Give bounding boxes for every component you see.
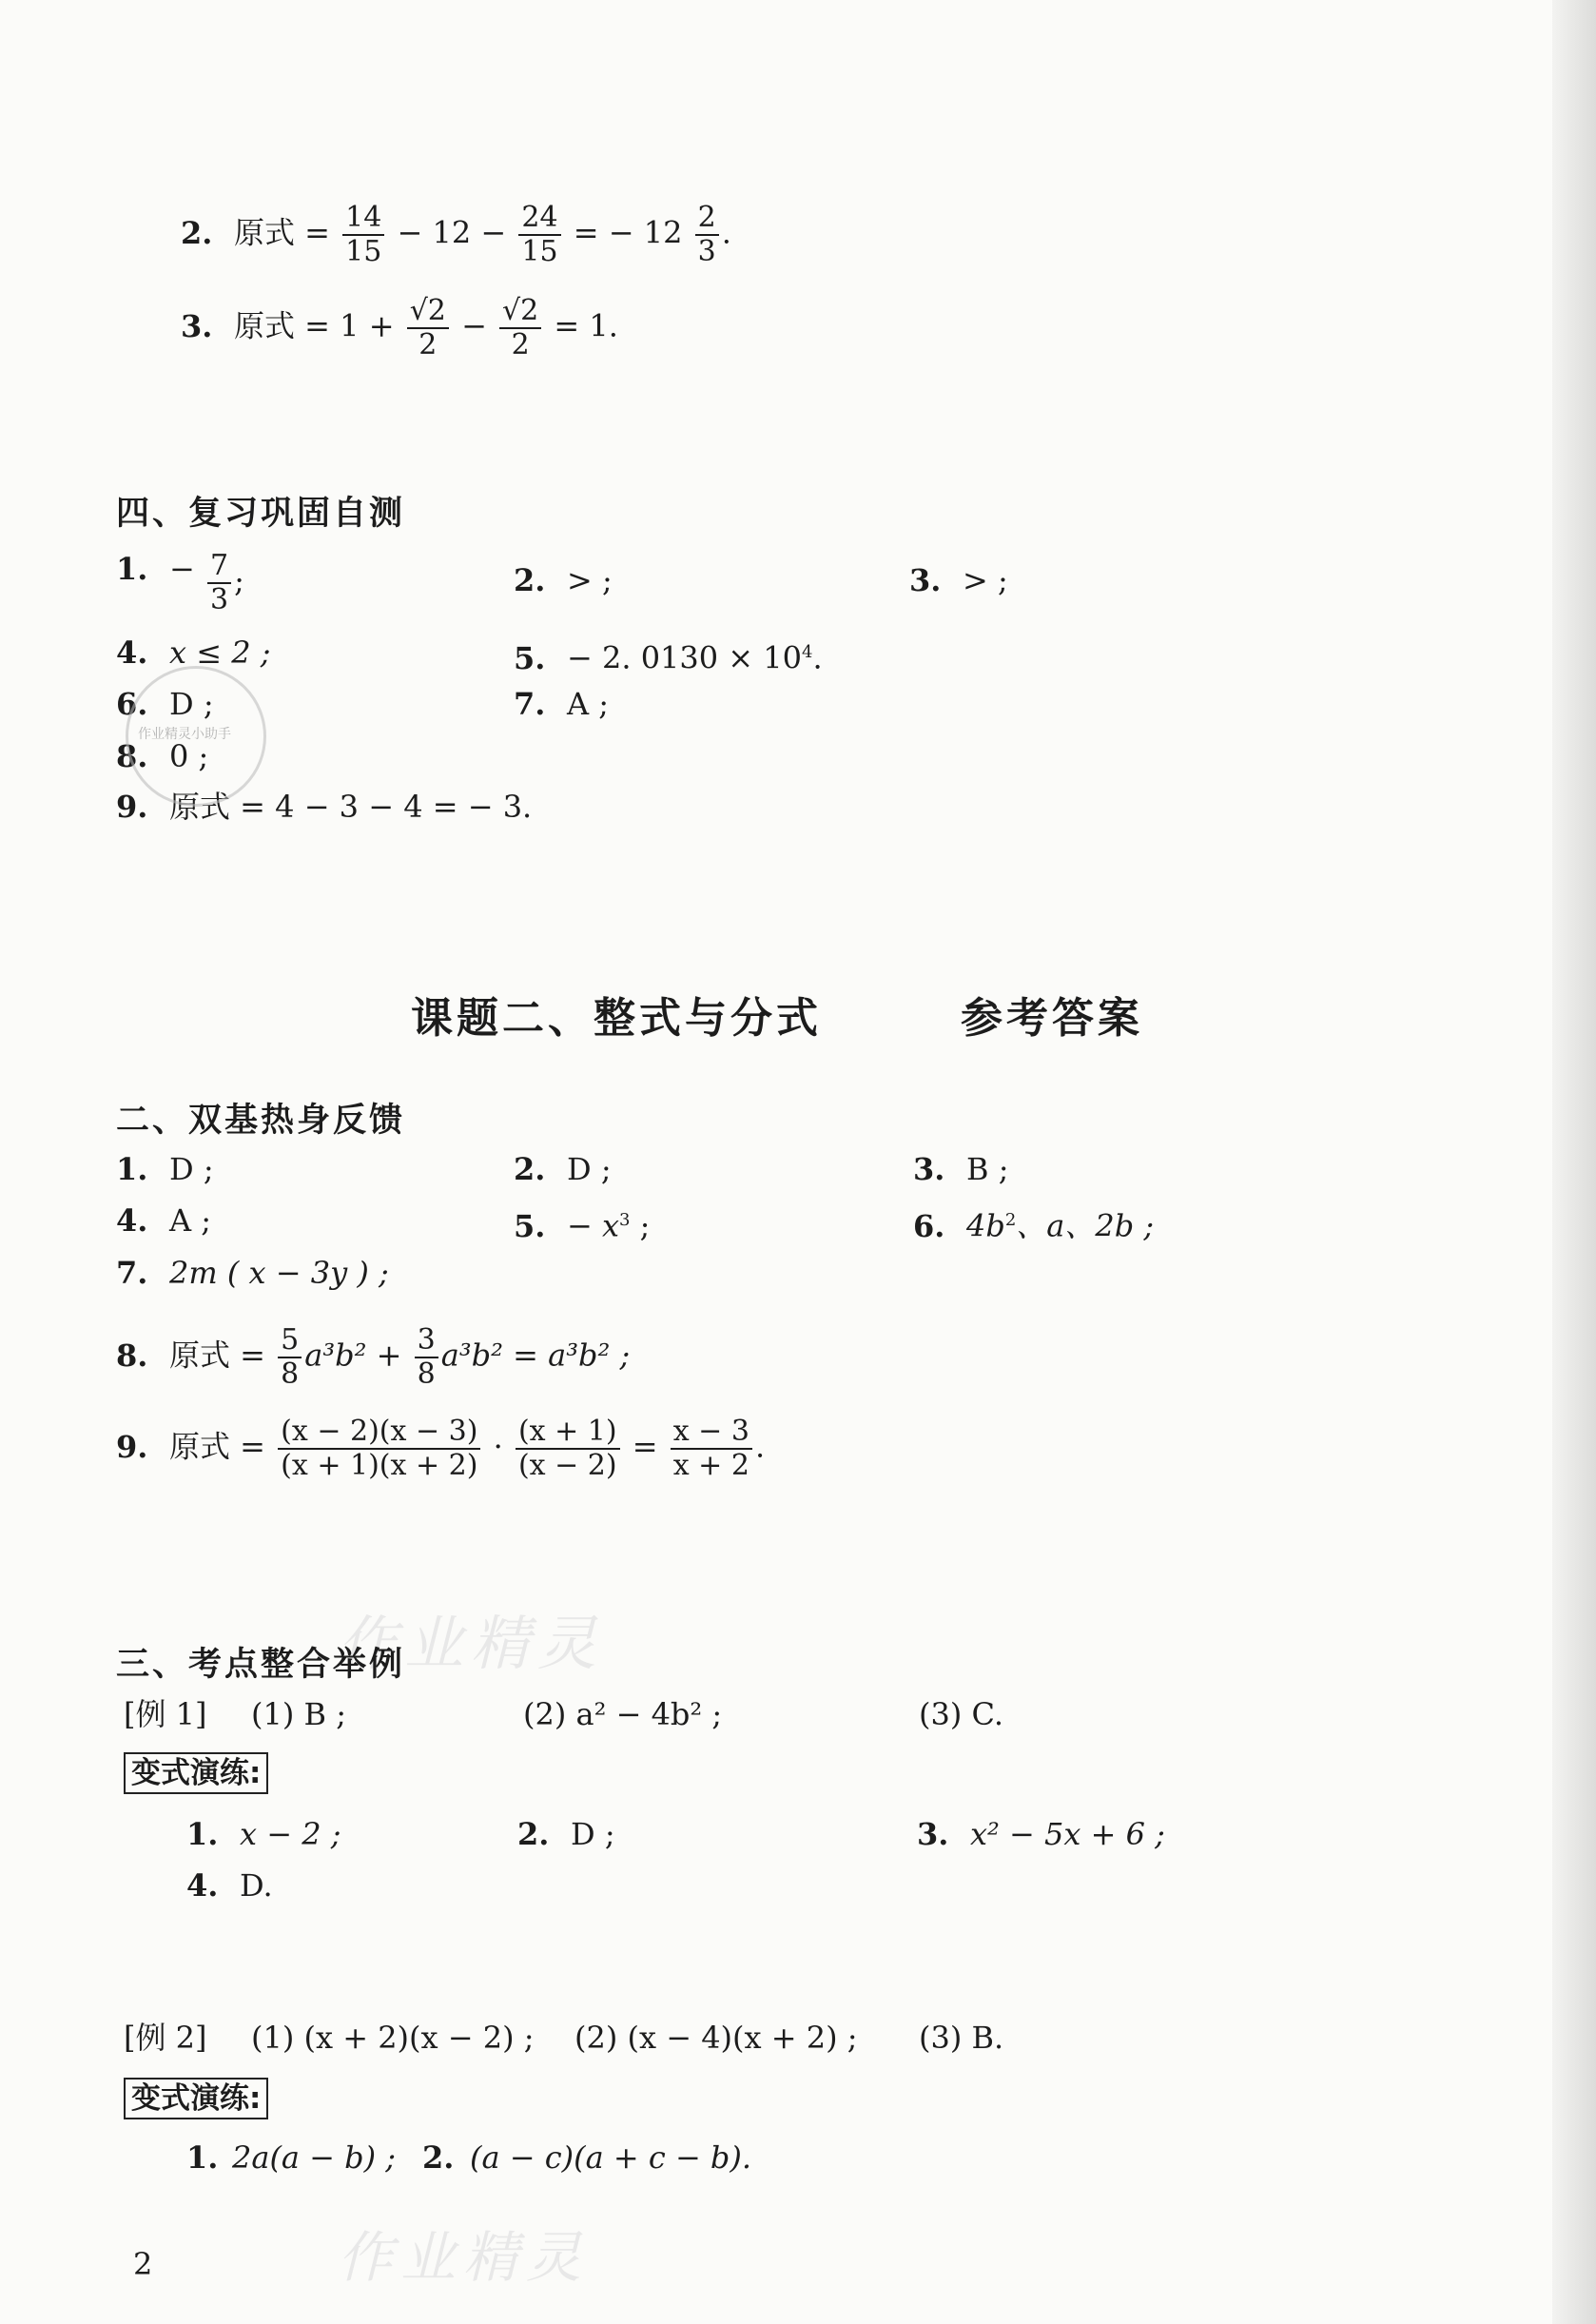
warmup-answer-6: 6. $4b^2$、a、2b ; xyxy=(913,1207,1155,1244)
review-answer-5: 5. − 2. $0130 \times 10^4$. xyxy=(514,639,823,676)
warmup-answer-7: 7. 2m ( x − 3y ) ; xyxy=(116,1255,389,1291)
variation-exercise-label-2: 变式演练: xyxy=(124,2078,268,2119)
review-answer-2: 2. > ; xyxy=(514,562,613,598)
example-2-part-1: (1) (x + 2)(x − 2) ; xyxy=(251,2020,535,2056)
variation-1-answer-1: 1. x − 2 ; xyxy=(186,1816,341,1852)
example-1-part-3: (3) C. xyxy=(919,1696,1004,1732)
warmup-answer-9: 9. 原式 = $\frac{(x - 2)(x - 3)}{(x + 1)(x + 2)}$ · $\frac{(x + 1)}{(x - 2)}$ = $\frac{x - 3}{x + 2}$ . xyxy=(116,1415,766,1482)
page-number: 2 xyxy=(133,2246,153,2282)
review-answer-9: 9. 原式 = 4 − 3 − 4 = − 3. xyxy=(116,789,533,825)
section-heading-review: 四、复习巩固自测 xyxy=(116,495,406,533)
review-answer-1-frac: $\frac{7}{3}$ ; xyxy=(116,550,244,616)
review-answer-6: 6. D ; xyxy=(116,686,214,722)
example-2-label: [例 2] xyxy=(124,2020,207,2056)
warmup-answer-1: 1. D ; xyxy=(116,1151,214,1187)
review-answer-1: 1. − xyxy=(116,551,195,587)
warmup-answer-3: 3. B ; xyxy=(913,1151,1009,1187)
watermark-stamp: 作业精灵小助手 xyxy=(126,666,266,807)
chapter-title: 课题二、整式与分式 xyxy=(411,994,822,1043)
watermark-text: 作业精灵 xyxy=(338,1609,605,1678)
example-1-part-2: (2) a² − 4b² ; xyxy=(523,1696,723,1732)
review-answer-3: 3. > ; xyxy=(909,562,1008,598)
variation-1-answer-2: 2. D ; xyxy=(517,1816,615,1852)
watermark-text-bottom: 作业精灵 xyxy=(338,2225,590,2290)
variation-2-answer-2: 2. (a − c)(a + c − b). xyxy=(422,2139,752,2176)
variation-1-answer-4: 4. D. xyxy=(186,1867,273,1904)
example-2-part-2: (2) (x − 4)(x + 2) ; xyxy=(574,2020,858,2056)
section-heading-examples: 三、考点整合举例 xyxy=(116,1646,406,1684)
chapter-subtitle: 参考答案 xyxy=(961,994,1143,1043)
review-answer-8: 8. 0 ; xyxy=(116,738,209,774)
example-1-part-1: (1) B ; xyxy=(251,1696,346,1732)
variation-exercise-label-1: 变式演练: xyxy=(124,1752,268,1794)
answer-3: 3. 原式 = 1 + $\frac{√2}{2}$ − $\frac{√2}{2}$ = 1. xyxy=(181,294,618,361)
review-answer-4: 4. x ≤ 2 ; xyxy=(116,635,271,671)
variation-1-answer-3: 3. x² − 5x + 6 ; xyxy=(917,1816,1165,1852)
example-2-part-3: (3) B. xyxy=(919,2020,1004,2056)
warmup-answer-4: 4. A ; xyxy=(116,1202,212,1239)
review-answer-7: 7. A ; xyxy=(514,686,610,722)
variation-2-answer-1: 1. 2a(a − b) ; xyxy=(186,2139,397,2176)
warmup-answer-5: 5. − $x^3$ ; xyxy=(514,1207,651,1244)
warmup-answer-2: 2. D ; xyxy=(514,1151,612,1187)
warmup-answer-8: 8. 原式 = $\frac{5}{8}$ a³b² + $\frac{3}{8}$ a³b² = a³b² ; xyxy=(116,1323,631,1391)
section-heading-warmup: 二、双基热身反馈 xyxy=(116,1102,406,1140)
example-1-label: [例 1] xyxy=(124,1696,207,1732)
page-edge-shadow xyxy=(1552,0,1596,2324)
answer-2: 2. 原式 = $\frac{14}{15}$ − 12 − $\frac{24}{15}$ = − 12 $\frac{2}{3}$ . xyxy=(181,201,731,268)
